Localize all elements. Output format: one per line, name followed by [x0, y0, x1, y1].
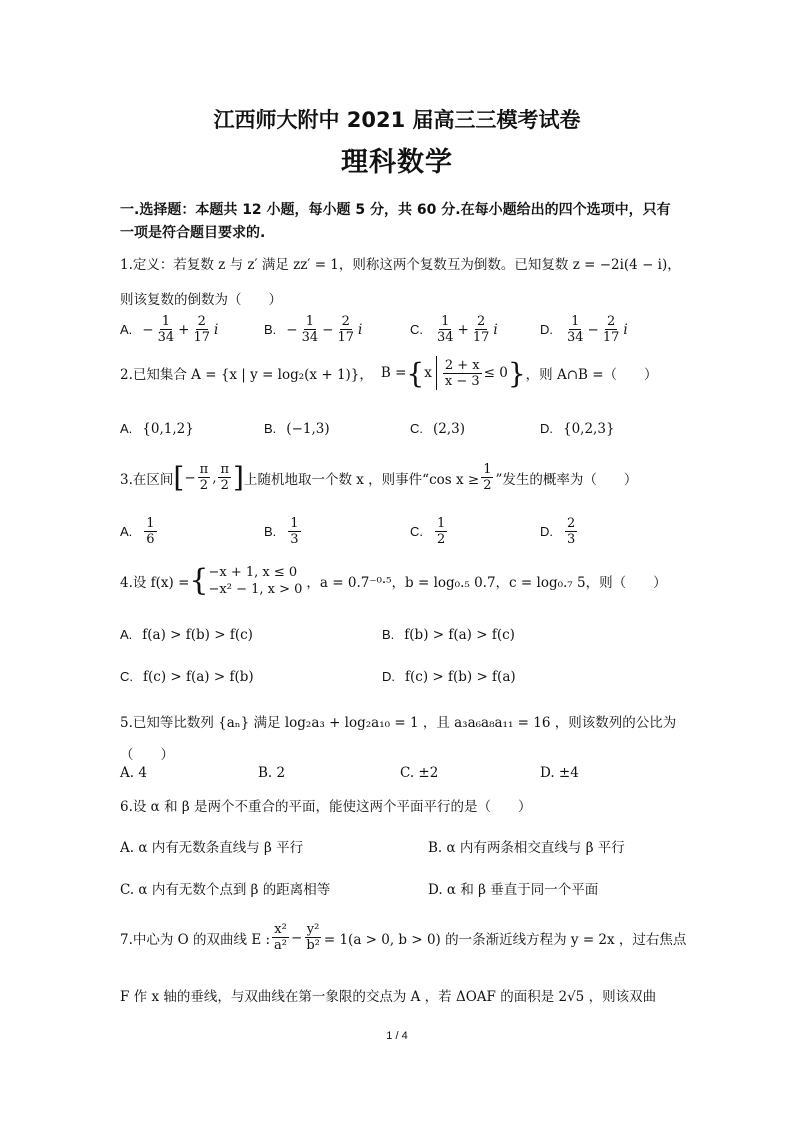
question-5-line2: （ ） [120, 747, 174, 763]
q4-pre: 4.设 f(x) = [120, 575, 190, 591]
q4-option-b: B. f(b) > f(a) > f(c) [382, 627, 515, 643]
q4-case-1: −x + 1, x ≤ 0 [208, 565, 298, 580]
q1-option-d: D. $\frac{1}{34}$ − $\frac{2}{17}$ i [540, 314, 628, 345]
q7-post: = 1(a > 0, b > 0) 的一条渐近线方程为 y = 2x ，过右焦点 [323, 931, 687, 948]
question-3-stem [120, 461, 637, 494]
question-7-line1 [120, 922, 686, 953]
section-heading: 一.选择题：本题共 12 小题，每小题 5 分，共 60 分.在每小题给出的四个选项中，只有一项是符合题目要求的. [120, 202, 671, 241]
q4-option-d: D. f(c) > f(b) > f(a) [382, 669, 516, 685]
q1-option-c: C. $\frac{1}{34}$ + $\frac{2}{17}$ i [410, 314, 498, 345]
q2-option-c: C. (2,3) [410, 421, 466, 437]
q4-option-c: C. f(c) > f(a) > f(b) [120, 669, 254, 685]
question-1-line1: 1.定义：若复数 z 与 z′ 满足 zz′ = 1，则称这两个复数互为倒数。已知复数 z = −2i(4 − i)， [120, 257, 681, 273]
q6-option-c: C. α 内有无数个点到 β 的距离相等 [120, 882, 331, 898]
q2-b-var: x [424, 365, 432, 381]
q3-option-b: B. $\frac{1}{3}$ [264, 516, 299, 547]
q3-frac-right: $\frac{\pi}{2}$ [220, 462, 230, 493]
question-2-stem [120, 356, 658, 390]
q3-bracket-left: [ [173, 461, 185, 494]
q5-option-c: C. ±2 [400, 765, 439, 781]
exam-title: 江西师大附中 2021 届高三三模考试卷 [213, 108, 581, 132]
q6-option-d: D. α 和 β 垂直于同一个平面 [428, 882, 599, 898]
q5-option-b: B. 2 [258, 765, 286, 781]
q7-pre: 7.中心为 O 的双曲线 E : [120, 931, 271, 948]
q2-cond: ≤ 0 [483, 365, 508, 381]
question-5-line1: 5.已知等比数列 {aₙ} 满足 log₂a₃ + log₂a₁₀ = 1 ，且 a₃a₆a₈a₁₁ = 16 ，则该数列的公比为 [120, 715, 677, 731]
q7-frac-y: $\frac{\text{y²}}{\text{b²}}$ [306, 922, 320, 953]
q4-cases [209, 564, 303, 598]
q4-brace: { [189, 563, 209, 598]
q7-minus: − [291, 929, 303, 946]
q3-half: $\frac{1}{2}$ [483, 462, 492, 493]
q3-pre: 3.在区间 [120, 471, 174, 488]
q2-brace-right: } [507, 356, 526, 390]
q2-option-d: D. {0,2,3} [540, 421, 615, 437]
q2-divider [436, 356, 437, 390]
q2-den: x − 3 [444, 373, 480, 389]
subject-title: 理科数学 [341, 147, 453, 178]
question-1-line2: 则该复数的倒数为（ ） [120, 292, 282, 308]
q3-option-a: A. $\frac{1}{6}$ [120, 516, 155, 547]
q3-mid: 上随机地取一个数 x ，则事件“cos x ≥ [243, 471, 480, 488]
q2-brace-left: { [406, 356, 425, 390]
q2-b-label: B = [380, 365, 407, 381]
q2-num: 2 + x [444, 357, 480, 373]
q5-option-d: D. ±4 [540, 765, 579, 781]
q3-frac-left: $\frac{\pi}{2}$ [199, 462, 209, 493]
q2-post: ，则 A∩B =（ ） [525, 367, 658, 383]
question-6-stem: 6.设 α 和 β 是两个不重合的平面，能使这两个平面平行的是（ ） [120, 799, 532, 815]
q3-comma: , [212, 469, 217, 486]
q7-frac-x: $\frac{\text{x²}}{\text{a²}}$ [274, 922, 287, 953]
q2-set-a: 2.已知集合 A = {x | y = log₂(x + 1)}， [120, 367, 373, 383]
q1-option-a: A. − $\frac{1}{34}$ + $\frac{2}{17}$ i [120, 314, 219, 345]
q2-option-a: A. {0,1,2} [120, 421, 194, 437]
q4-case-2: −x² − 1, x > 0 [208, 582, 303, 597]
q3-post: ”发生的概率为（ ） [495, 471, 638, 488]
question-4-stem [120, 564, 667, 598]
q6-option-b: B. α 内有两条相交直线与 β 平行 [428, 840, 625, 856]
q6-option-a: A. α 内有无数条直线与 β 平行 [120, 840, 304, 856]
q4-option-a: A. f(a) > f(b) > f(c) [120, 627, 253, 643]
q3-option-c: C. $\frac{1}{2}$ [410, 516, 446, 547]
page-number: 1 / 4 [386, 1030, 408, 1042]
q1-option-b: B. − $\frac{1}{34}$ − $\frac{2}{17}$ i [264, 314, 363, 345]
question-7-line2: F 作 x 轴的垂线，与双曲线在第一象限的交点为 A ，若 ΔOAF 的面积是 2√5 ，则该双曲 [120, 989, 657, 1005]
q2-fraction [443, 358, 482, 389]
q3-option-d: D. $\frac{2}{3}$ [540, 516, 576, 547]
q5-option-a: A. 4 [120, 765, 147, 781]
q2-option-b: B. (−1,3) [264, 421, 330, 437]
q3-bracket-right: ] [233, 461, 244, 494]
q3-neg: − [184, 469, 196, 486]
q4-post: ，a = 0.7⁻⁰·⁵，b = log₀.₅ 0.7，c = log₀.₇ 5，则（ ） [306, 575, 667, 591]
